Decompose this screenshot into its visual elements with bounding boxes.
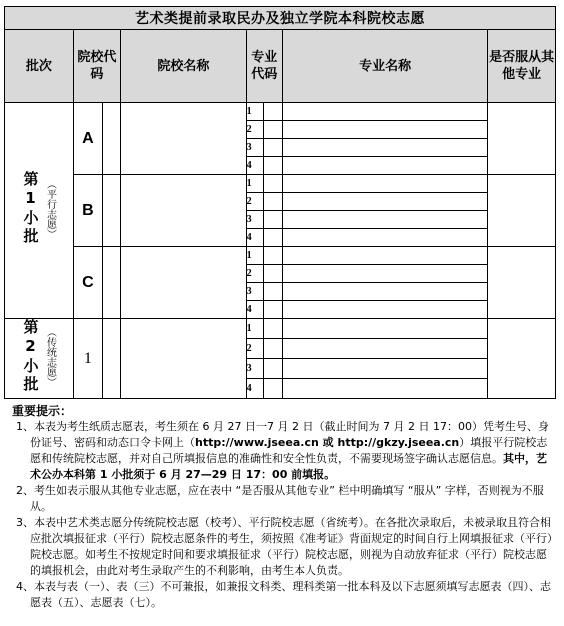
obey-other-major-field[interactable] [488,103,556,175]
major-code-field[interactable] [263,211,282,229]
school-name-field[interactable] [121,103,247,175]
school-code-field[interactable] [102,175,120,247]
major-code-field[interactable] [263,379,282,399]
obey-other-major-field[interactable] [488,175,556,247]
school-name-field[interactable] [121,247,247,319]
note-2: 2、考生如表示服从其他专业志愿，应在表中 “是否服从其他专业” 栏中明确填写 “服从” 字样，否则视为不服从。 [16,484,544,513]
volunteer-form [4,6,556,611]
header-school-code: 院校代码 [73,30,120,103]
major-name-field[interactable] [282,379,487,399]
header-school-name: 院校名称 [121,30,247,103]
major-name-field[interactable] [282,211,487,229]
school-code-field[interactable] [102,319,120,399]
major-row-number: 3 [246,139,263,157]
major-code-field[interactable] [263,103,282,121]
header-batch: 批次 [5,30,74,103]
note-3: 3、本表中艺术类志愿分传统院校志愿（校考）、平行院校志愿（省统考）。在各批次录取后，未被录取且符合相应批次填报征求（平行）院校志愿条件的考生，须按照《准考证》背面规定的时间自行上网填报征求（平行）院校志愿。如考生不按规定时间和要求填报征求（平行）院校志愿，则视为自动放弃征求（平行）院校志愿的填报机会，由此对考生录取产生的不利影响，由考生本人负责。 [16,516,553,577]
major-name-field[interactable] [282,359,487,379]
major-name-field[interactable] [282,193,487,211]
major-name-field[interactable] [282,265,487,283]
obey-other-major-field[interactable] [488,319,556,399]
batch-title: 第2小批 [21,319,40,394]
major-row-number: 2 [246,121,263,139]
note-4: 4、本表与表（一）、表（三）不可兼报，如兼报文科类、理科类第一批本科及以下志愿须填写志愿表（四）、志愿表（五）、志愿表（七）。 [16,580,551,609]
note-1: 1、本表为考生纸质志愿表，考生须在 6 月 27 日一7 月 2 日（截止时间为 7 月 2 日 17：00）凭考生号、身份证号、密码和动态口令卡网上（http://www.jseea.cn 或 http://gkzy.jseea.cn）填报平行院校志愿和传统院校志愿，并对自己所填报信息的准确性和安全性负责，不需要现场签字确认志愿信息。其中，艺术公办本科第 1 小批须于 6 月 27—29 日 17：00 前填报。 [16,420,549,481]
school-group-label: C [73,247,102,319]
major-name-field[interactable] [282,103,487,121]
major-row-number: 4 [246,301,263,319]
major-name-field[interactable] [282,175,487,193]
batch-type-note: （平行志愿） [44,178,56,239]
batch-label [20,319,57,394]
batch-2-cell [5,319,74,399]
school-group-label: B [73,175,102,247]
major-code-field[interactable] [263,175,282,193]
major-name-field[interactable] [282,121,487,139]
school-name-field[interactable] [121,319,247,399]
major-code-field[interactable] [263,283,282,301]
major-row-number: 4 [246,379,263,399]
major-code-field[interactable] [263,265,282,283]
notes-title: 重要提示： [12,404,73,418]
major-name-field[interactable] [282,139,487,157]
school-name-field[interactable] [121,175,247,247]
major-row-number: 3 [246,359,263,379]
school-group-label: 1 [73,319,102,399]
major-name-field[interactable] [282,283,487,301]
volunteer-table [4,6,556,399]
major-code-field[interactable] [263,247,282,265]
table-row [5,175,556,193]
major-row-number: 2 [246,265,263,283]
major-row-number: 1 [246,103,263,121]
major-name-field[interactable] [282,229,487,247]
major-row-number: 1 [246,319,263,339]
major-code-field[interactable] [263,359,282,379]
major-name-field[interactable] [282,157,487,175]
school-group-label: A [73,103,102,175]
major-code-field[interactable] [263,193,282,211]
batch-title: 第1小批 [21,171,40,246]
table-row [5,103,556,121]
major-name-field[interactable] [282,319,487,339]
header-major-code: 专业代码 [246,30,282,103]
major-row-number: 1 [246,175,263,193]
major-name-field[interactable] [282,339,487,359]
important-notes [4,403,556,611]
major-row-number: 3 [246,211,263,229]
header-major-name: 专业名称 [282,30,487,103]
major-code-field[interactable] [263,319,282,339]
batch-1-cell [5,103,74,319]
major-row-number: 1 [246,247,263,265]
batch-label [20,171,57,246]
major-name-field[interactable] [282,301,487,319]
table-row [5,247,556,265]
major-code-field[interactable] [263,229,282,247]
batch-type-note: （传统志愿） [44,326,56,387]
table-row [5,319,556,339]
form-title: 艺术类提前录取民办及独立学院本科院校志愿 [5,7,556,30]
major-code-field[interactable] [263,139,282,157]
major-code-field[interactable] [263,157,282,175]
school-code-field[interactable] [102,247,120,319]
major-row-number: 4 [246,157,263,175]
header-obey-other-major: 是否服从其他专业 [488,30,556,103]
major-row-number: 2 [246,339,263,359]
school-code-field[interactable] [102,103,120,175]
obey-other-major-field[interactable] [488,247,556,319]
major-name-field[interactable] [282,247,487,265]
major-code-field[interactable] [263,339,282,359]
major-code-field[interactable] [263,121,282,139]
major-row-number: 4 [246,229,263,247]
major-row-number: 2 [246,193,263,211]
major-code-field[interactable] [263,301,282,319]
major-row-number: 3 [246,283,263,301]
